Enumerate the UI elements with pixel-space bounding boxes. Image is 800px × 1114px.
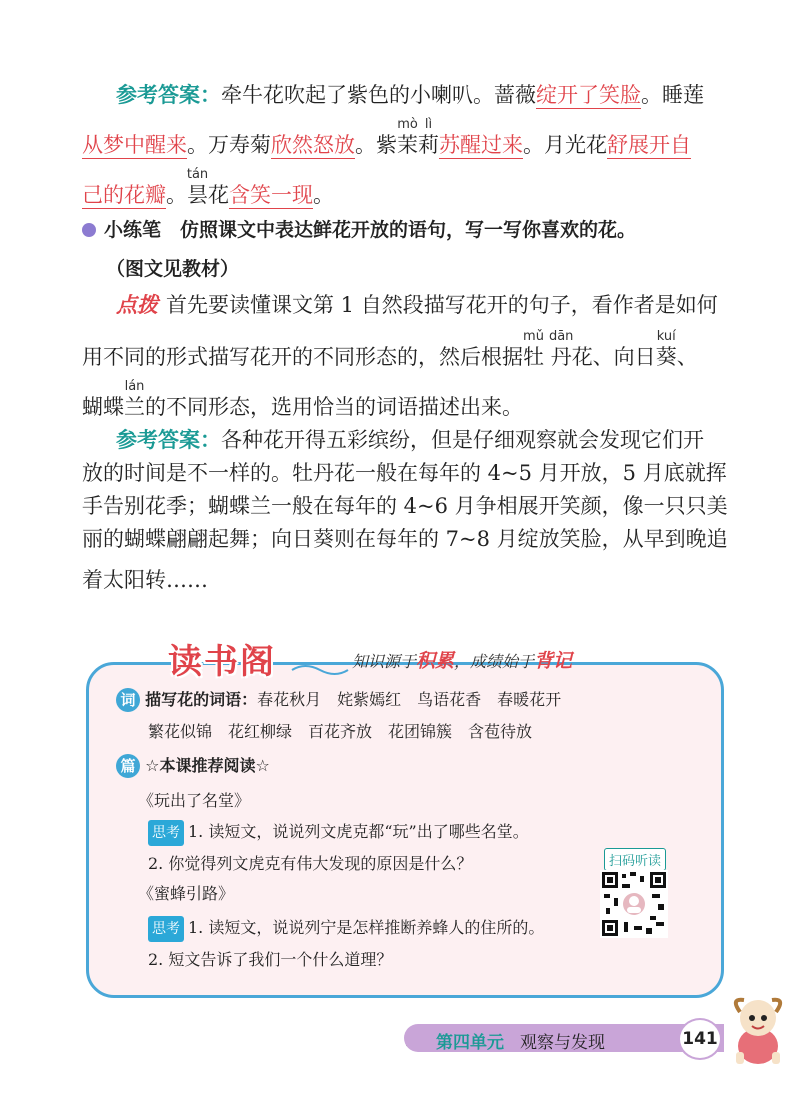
book2-title: 《蜜蜂引路》 — [138, 884, 235, 903]
tip-line1: 点拨 首先要读懂课文第 1 自然段描写花开的句子，看作者是如何 — [116, 293, 718, 317]
book2-q1: 思考 1. 读短文，说说列宁是怎样推断养蜂人的住所的。 — [148, 916, 544, 942]
answer1-line2: 从梦中醒来。万寿菊欣然怒放。紫 mò 茉 lì 莉苏醒过来。月光花舒展开自 — [82, 117, 691, 157]
answer2-line3: 手告别花季；蝴蝶兰一般在每年的 4~6 月争相展开笑颜，像一只只美 — [82, 494, 728, 518]
qr-code-icon[interactable] — [600, 870, 668, 938]
swirl-icon — [290, 660, 350, 680]
ci-badge: 词 — [116, 688, 140, 712]
answer2-line4: 丽的蝴蝶翩翩起舞；向日葵则在每年的 7~8 月绽放笑脸，从早到晚追 — [82, 527, 728, 551]
tip-line2: 用不同的形式描写花开的不同形态的，然后根据 mǔ 牡 dān 丹花、向日 kuí 葵、 — [82, 329, 698, 369]
answer2-line2: 放的时间是不一样的。牡丹花一般在每年的 4~5 月开放，5 月底就挥 — [82, 461, 727, 485]
exercise-note: （图文见教材） — [106, 258, 240, 280]
footer-theme: 观察与发现 — [520, 1033, 605, 1053]
page-number: 141 — [678, 1018, 722, 1060]
book2-q2: 2. 短文告诉了我们一个什么道理？ — [148, 950, 393, 969]
book1-q1: 思考 1. 读短文，说说列文虎克都“玩”出了哪些名堂。 — [148, 820, 529, 846]
pian-badge: 篇 — [116, 754, 140, 778]
footer-unit: 第四单元 — [436, 1033, 504, 1053]
mascot-icon — [722, 990, 796, 1070]
book1-title: 《玩出了名堂》 — [138, 791, 251, 810]
answer-label: 参考答案： — [116, 428, 221, 452]
ci-line2: 繁花似锦 花红柳绿 百花齐放 花团锦簇 含苞待放 — [148, 722, 533, 741]
answer2-line1: 参考答案：各种花开得五彩缤纷，但是仔细观察就会发现它们开 — [116, 428, 704, 452]
qr-label: 扫码听读 — [604, 848, 666, 871]
bullet-icon — [82, 223, 96, 237]
answer-label: 参考答案： — [116, 83, 221, 107]
ci-line1: 词 描写花的词语：春花秋月 姹紫嫣红 鸟语花香 春暖花开 — [116, 688, 561, 712]
answer1-line1: 参考答案：牵牛花吹起了紫色的小喇叭。蔷薇绽开了笑脸。睡莲 — [116, 83, 704, 107]
reading-box-title: 读书阁 — [168, 642, 276, 682]
tip-label: 点拨 — [116, 293, 158, 317]
answer1-line3: 己的花瓣。 tán 昙花含笑一现。 — [82, 167, 334, 207]
pian-line: 篇 ☆本课推荐阅读☆ — [116, 754, 270, 778]
tip-line3: 蝴蝶 lán 兰的不同形态，选用恰当的词语描述出来。 — [82, 379, 523, 419]
book1-q2: 2. 你觉得列文虎克有伟大发现的原因是什么？ — [148, 854, 473, 873]
exercise-title: 小练笔 仿照课文中表达鲜花开放的语句，写一写你喜欢的花。 — [104, 219, 637, 241]
answer2-line5: 着太阳转…… — [82, 568, 208, 592]
slogan: 知识源于积累，成绩始于背记 — [352, 650, 573, 672]
